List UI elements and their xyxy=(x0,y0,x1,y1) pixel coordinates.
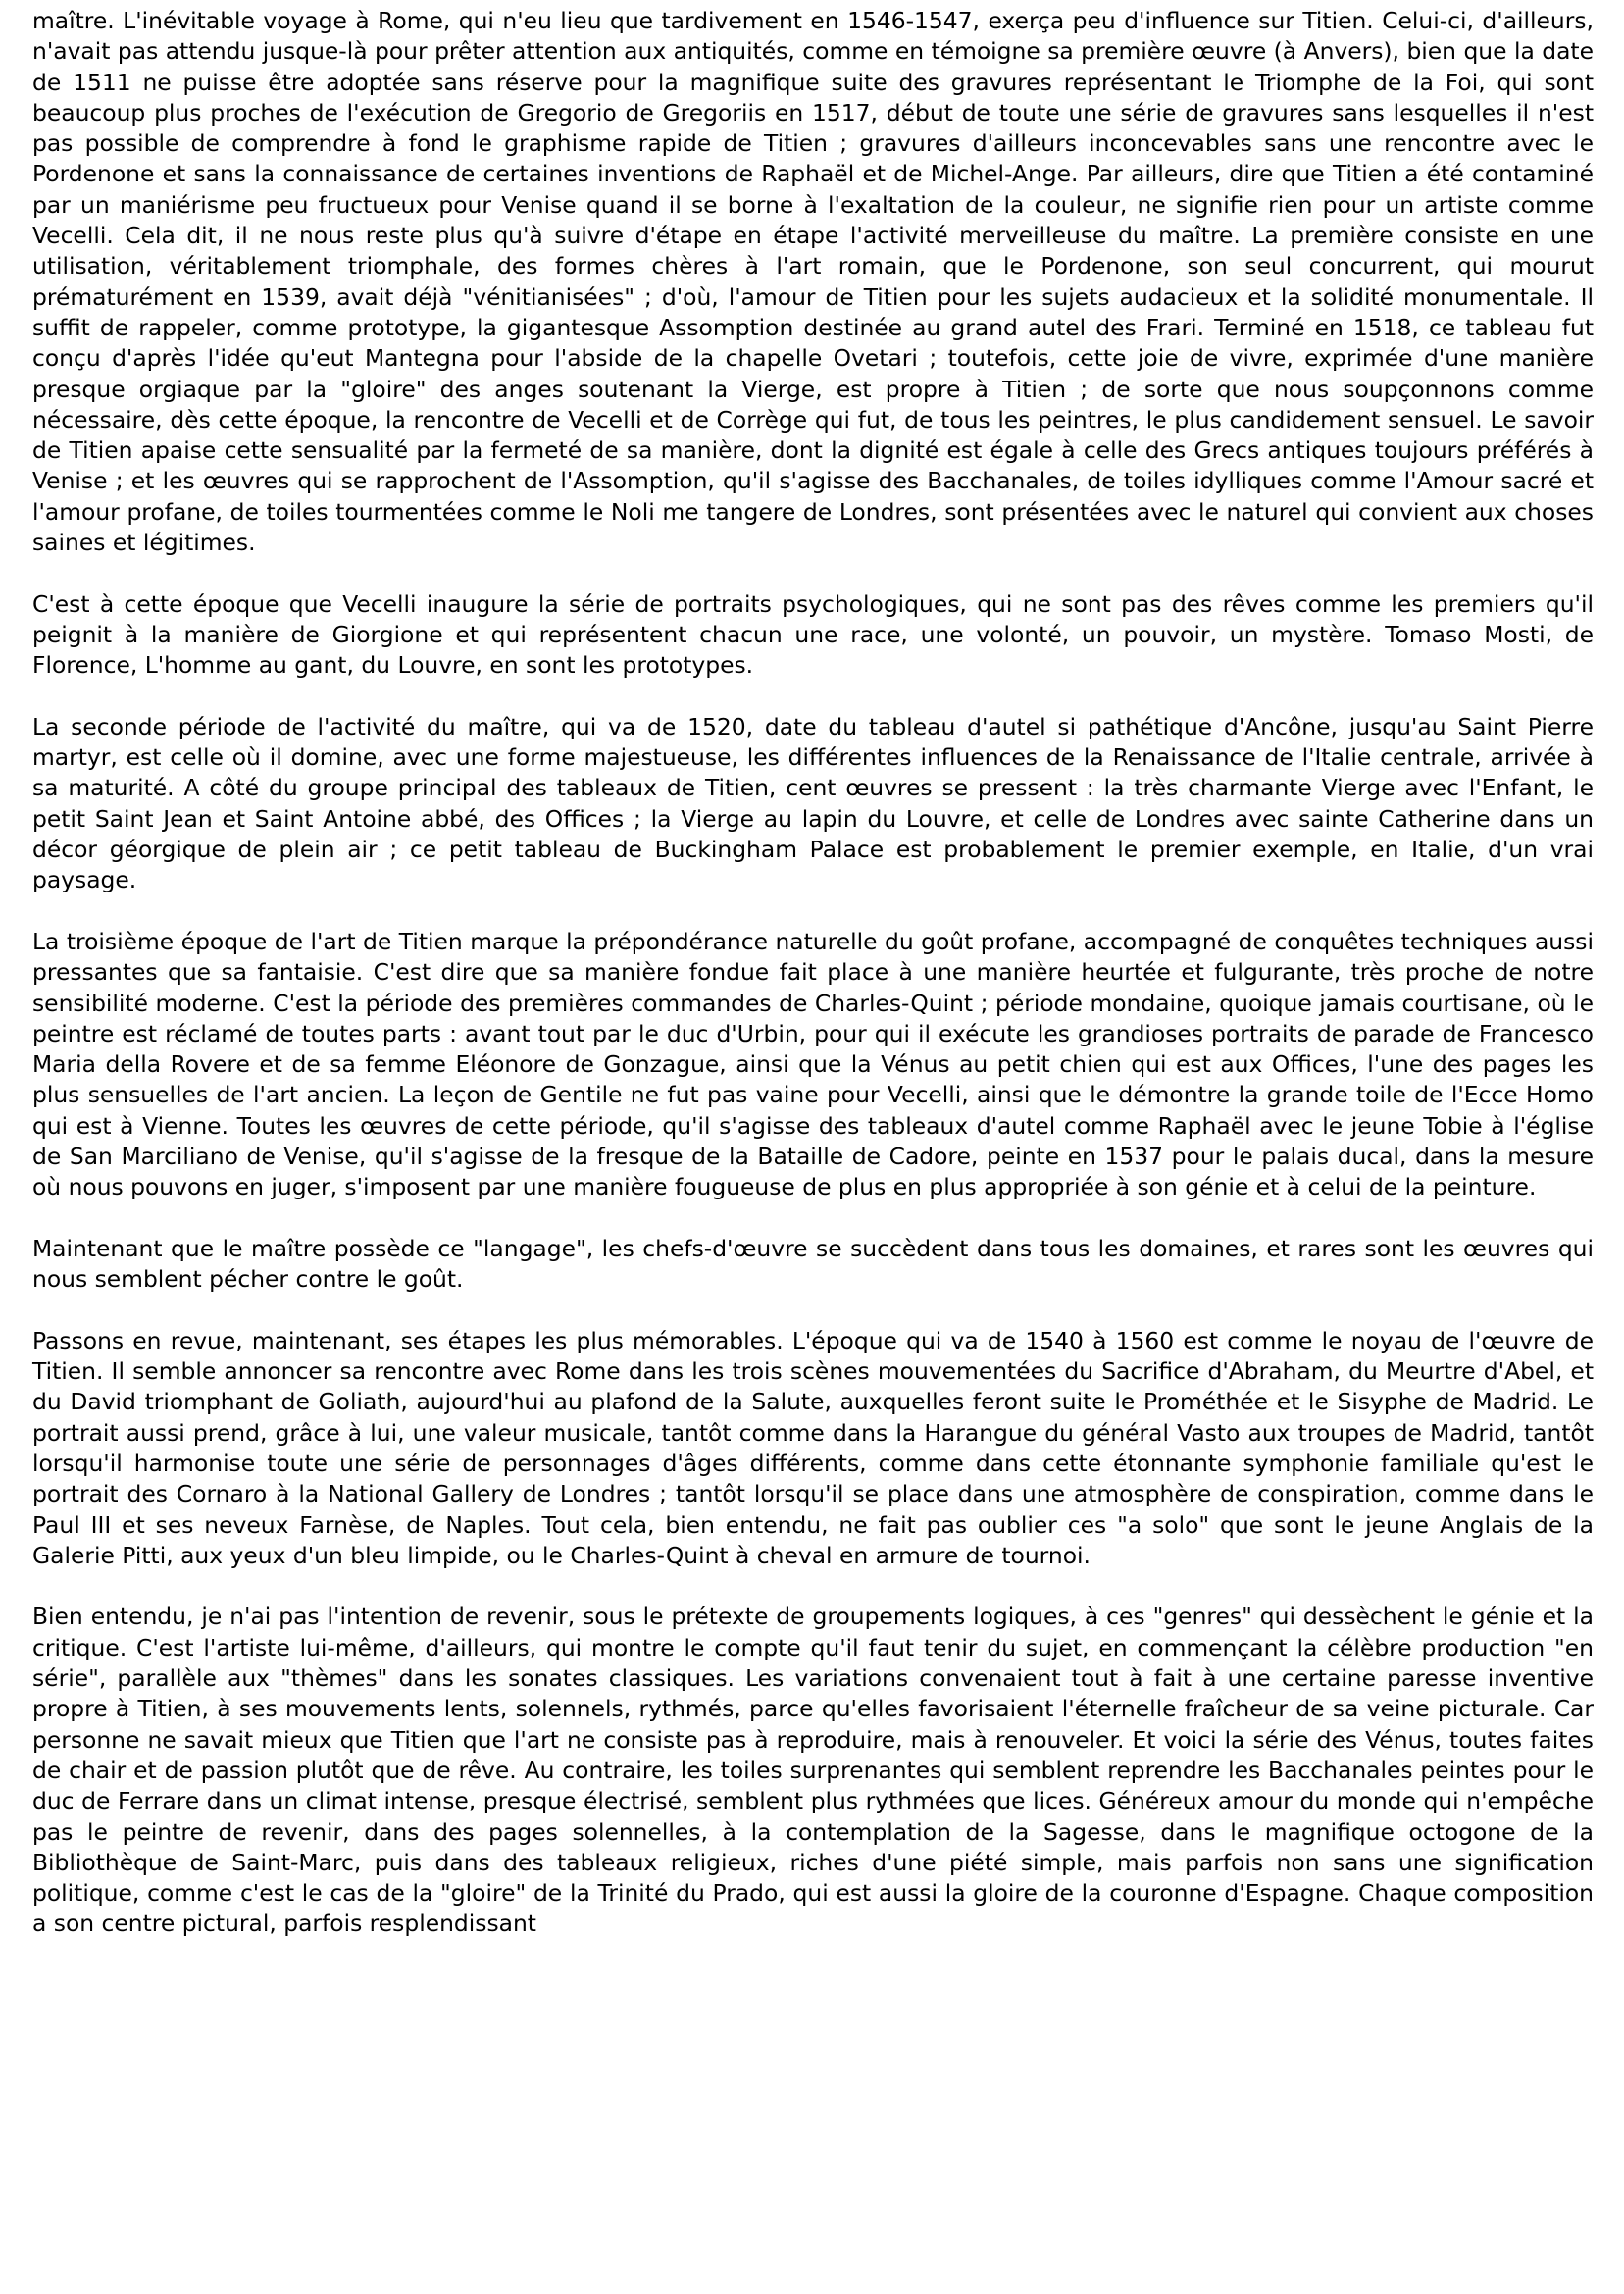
paragraph-genres: Bien entendu, je n'ai pas l'intention de revenir, sous le prétexte de groupements logiques, à ces "genres" qui dessèchent le génie et la critique. C'est l'artiste lui-même, d'ailleurs, qui montre le compte qu'il faut tenir du sujet, en commençant la célèbre production "en série", parallèle aux "thèmes" dans les sonates classiques. Les variations convenaient tout à fait à une certaine paresse inventive propre à Titien, à ses mouvements lents, solennels, rythmés, parce qu'elles favorisaient l'éternelle fraîcheur de sa veine picturale. Car personne ne savait mieux que Titien que l'art ne consiste pas à reproduire, mais à renouveler. Et voici la série des Vénus, toutes faites de chair et de passion plutôt que de rêve. Au contraire, les toiles surprenantes qui semblent reprendre les Bacchanales peintes pour le duc de Ferrare dans un climat intense, presque électrisé, semblent plus rythmées que lices. Généreux amour du monde qui n'empêche pas le peintre de revenir, dans des pages solennelles, à la contemplation de la Sagesse, dans le magnifique octogone de la Bibliothèque de Saint-Marc, puis dans des tableaux religieux, riches d'une piété simple, mais parfois non sans une signification politique, comme c'est le cas de la "gloire" de la Trinité du Prado, qui est aussi la gloire de la couronne d'Espagne. Chaque composition a son centre pictural, parfois resplendissant xyxy=(32,1603,1594,1938)
paragraph-voyage-rome: maître. L'inévitable voyage à Rome, qui n'eu lieu que tardivement en 1546-1547, exerça peu d'influence sur Titien. Celui-ci, d'ailleurs, n'avait pas attendu jusque-là pour prêter attention aux antiquités, comme en témoigne sa première œuvre (à Anvers), bien que la date de 1511 ne puisse être adoptée sans réserve pour la magnifique suite des gravures représentant le Triomphe de la Foi, qui sont beaucoup plus proches de l'exécution de Gregorio de Gregoriis en 1517, début de toute une série de gravures sans lesquelles il n'est pas possible de comprendre à fond le graphisme rapide de Titien ; gravures d'ailleurs inconcevables sans une rencontre avec le Pordenone et sans la connaissance de certaines inventions de Raphaël et de Michel-Ange. Par ailleurs, dire que Titien a été contaminé par un maniérisme peu fructueux pour Venise quand il se borne à l'exaltation de la couleur, ne signifie rien pour un artiste comme Vecelli. Cela dit, il ne nous reste plus qu'à suivre d'étape en étape l'activité merveilleuse du maître. La première consiste en une utilisation, véritablement triomphale, des formes chères à l'art romain, que le Pordenone, son seul concurrent, qui mourut prématurément en 1539, avait déjà "vénitianisées" ; d'où, l'amour de Titien pour les sujets audacieux et la solidité monumentale. Il suffit de rappeler, comme prototype, la gigantesque Assomption destinée au grand autel des Frari. Terminé en 1518, ce tableau fut conçu d'après l'idée qu'eut Mantegna pour l'abside de la chapelle Ovetari ; toutefois, cette joie de vivre, exprimée d'une manière presque orgiaque par la "gloire" des anges soutenant la Vierge, est propre à Titien ; de sorte que nous soupçonnons comme nécessaire, dès cette époque, la rencontre de Vecelli et de Corrège qui fut, de tous les peintres, le plus candidement sensuel. Le savoir de Titien apaise cette sensualité par la fermeté de sa manière, dont la dignité est égale à celle des Grecs antiques toujours préférés à Venise ; et les œuvres qui se rapprochent de l'Assomption, qu'il s'agisse des Bacchanales, de toiles idylliques comme l'Amour sacré et l'amour profane, de toiles tourmentées comme le Noli me tangere de Londres, sont présentées avec le naturel qui convient aux choses saines et légitimes. xyxy=(32,7,1594,557)
document-page xyxy=(32,6,1594,1970)
paragraph-seconde-periode: La seconde période de l'activité du maître, qui va de 1520, date du tableau d'autel si pathétique d'Ancône, jusqu'au Saint Pierre martyr, est celle où il domine, avec une forme majestueuse, les différentes influences de la Renaissance de l'Italie centrale, arrivée à sa maturité. A côté du groupe principal des tableaux de Titien, cent œuvres se pressent : la très charmante Vierge avec l'Enfant, le petit Saint Jean et Saint Antoine abbé, des Offices ; la Vierge au lapin du Louvre, et celle de Londres avec sainte Catherine dans un décor géorgique de plein air ; ce petit tableau de Buckingham Palace est probablement le premier exemple, en Italie, d'un vrai paysage. xyxy=(32,712,1594,894)
paragraph-troisieme-epoque: La troisième époque de l'art de Titien marque la prépondérance naturelle du goût profane, accompagné de conquêtes techniques aussi pressantes que sa fantaisie. C'est dire que sa manière fondue fait place à une manière heurtée et fulgurante, très proche de notre sensibilité moderne. C'est la période des premières commandes de Charles-Quint ; période mondaine, quoique jamais courtisane, où le peintre est réclamé de toutes parts : avant tout par le duc d'Urbin, pour qui il exécute les grandioses portraits de parade de Francesco Maria della Rovere et de sa femme Eléonore de Gonzague, ainsi que la Vénus au petit chien qui est aux Offices, l'une des pages les plus sensuelles de l'art ancien. La leçon de Gentile ne fut pas vaine pour Vecelli, ainsi que le démontre la grande toile de l'Ecce Homo qui est à Vienne. Toutes les œuvres de cette période, qu'il s'agisse des tableaux d'autel comme Raphaël avec le jeune Tobie à l'église de San Marciliano de Venise, qu'il s'agisse de la fresque de la Bataille de Cadore, peinte en 1537 pour le palais ducal, dans la mesure où nous pouvons en juger, s'imposent par une manière fougueuse de plus en plus appropriée à son génie et à celui de la peinture. xyxy=(32,927,1594,1201)
paragraph-portraits-psychologiques: C'est à cette époque que Vecelli inaugure la série de portraits psychologiques, qui ne sont pas des rêves comme les premiers qu'il peignit à la manière de Giorgione et qui représentent chacun une race, une volonté, un pouvoir, un mystère. Tomaso Mosti, de Florence, L'homme au gant, du Louvre, en sont les prototypes. xyxy=(32,589,1594,680)
paragraph-langage: Maintenant que le maître possède ce "langage", les chefs-d'œuvre se succèdent dans tous les domaines, et rares sont les œuvres qui nous semblent pécher contre le goût. xyxy=(32,1234,1594,1294)
paragraph-etapes-memorables: Passons en revue, maintenant, ses étapes les plus mémorables. L'époque qui va de 1540 à 1560 est comme le noyau de l'œuvre de Titien. Il semble annoncer sa rencontre avec Rome dans les trois scènes mouvementées du Sacrifice d'Abraham, du Meurtre d'Abel, et du David triomphant de Goliath, aujourd'hui au plafond de la Salute, auxquelles feront suite le Prométhée et le Sisyphe de Madrid. Le portrait aussi prend, grâce à lui, une valeur musicale, tantôt comme dans la Harangue du général Vasto aux troupes de Madrid, tantôt lorsqu'il harmonise toute une série de personnages d'âges différents, comme dans cette étonnante symphonie familiale qu'est le portrait des Cornaro à la National Gallery de Londres ; tantôt lorsqu'il se place dans une atmosphère de conspiration, comme dans le Paul III et ses neveux Farnèse, de Naples. Tout cela, bien entendu, ne fait pas oublier ces "a solo" que sont le jeune Anglais de la Galerie Pitti, aux yeux d'un bleu limpide, ou le Charles-Quint à cheval en armure de tournoi. xyxy=(32,1326,1594,1569)
